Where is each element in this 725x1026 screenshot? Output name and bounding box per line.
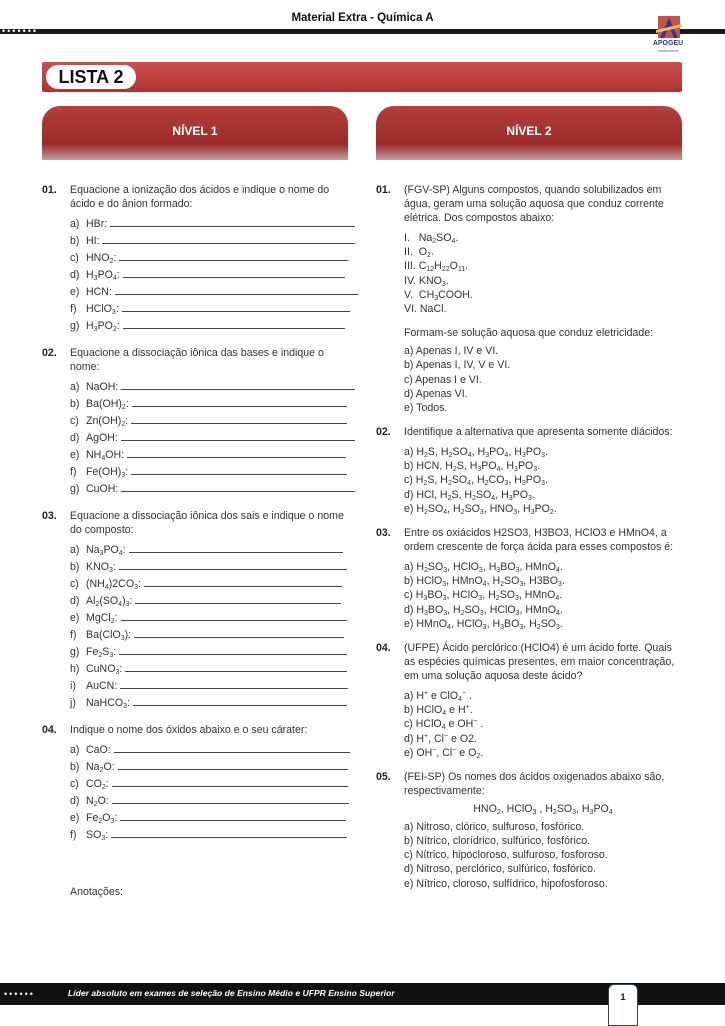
question-number: 01. [376,184,391,196]
logo-subtext: vestibulares [657,48,679,53]
question-text: Equacione a dissociação iônica das bases e indique o nome: [70,347,324,373]
alternative: b) HCN, $H_2S$, $H_3PO_4$, $H_3PO_3$. [404,460,541,474]
nivel1-label: NÍVEL 1 [172,124,218,138]
answer-line: $f)Fe(OH)_3$: [70,463,350,480]
question-number: 03. [376,527,391,539]
alternative: e) HMnO$_4$, HClO$_3$, $H_3BO_3$, $H_2SO_3$. [404,617,563,631]
notes-label: Anotações: [70,886,124,898]
answer-line: a)HBr: [70,215,350,232]
page-number-box [608,984,638,1026]
answer-line: $d)Al_2(SO_4)_3$: [70,592,350,609]
answer-line: f)Ba(ClO$_3$): [70,626,350,643]
answer-line: $c)Zn(OH)_2$: [70,412,350,429]
nivel2-header [376,106,682,160]
alternative: d) Apenas VI. [404,387,468,400]
n2-question-4 [376,641,682,760]
answer-line: f)HClO$_3$: [70,300,350,317]
nivel2-column [376,183,682,891]
n1-question-2 [42,346,350,497]
answer-line: $d)N_2O$: [70,792,350,809]
nivel2-label: NÍVEL 2 [506,124,552,138]
n1-question-3 [42,509,350,711]
answer-line: b)HI: [70,232,350,249]
question-prompt: Formam-se solução aquosa que conduz eletricidade: [404,327,654,340]
header-bar [0,26,725,36]
alternative: c) $H_3BO_3$, HClO$_3$, $H_2SO_3$, HMnO$_4$. [404,589,563,603]
n1-question-4 [42,723,350,843]
footer-dots: •••••• [4,989,35,999]
alternative: a) $H_2SO_3$, HClO$_3$, $H_3BO_3$, HMnO$_4$. [404,561,563,574]
answer-line: $e)NH_4OH$: [70,446,350,463]
answer-line: e)HCN: [70,283,350,300]
question-text: (FEI-SP) Os nomes dos ácidos oxigenados abaixo são, respectivamente: [404,770,665,797]
alternative: e) $H_2SO_4$, $H_2SO_3$, $HNO_3$, $H_3PO_2$. [404,502,557,516]
alternative: e) Nítrico, cloroso, sulfídrico, hipofosforoso. [404,877,608,890]
logo-text: APOGEU [652,40,684,47]
alternative: b) Nítrico, clorídrico, sulfúrico, fosfórico. [404,835,591,848]
alternative: d) H+, Cl− e O2. [404,732,477,745]
n2-question-5 [376,770,682,891]
answer-line: $b)KNO_3$: [70,558,350,575]
alternative: c) HClO$_4$ e OH− . [404,718,484,732]
alternative: a) Nitroso, clórico, sulfuroso, fosfórico. [404,820,585,833]
alternative: a) H+ e ClO$_4$− . [404,689,473,703]
section-title: LISTA 2 [46,65,136,89]
footer-text: Líder absoluto em exames de seleção de Ensino Médio e UFPR Ensino Superior [68,988,395,998]
alternative: c) Apenas I e VI. [404,373,482,386]
alternative: c) $H_2S$, $H_2SO_4$, $H_2CO_3$, $H_3PO_3$. [404,474,548,488]
question-text: (FGV-SP) Alguns compostos, quando solubilizados em água, geram uma solução aquosa que conduz corrente elétrica. Dos compostos abaixo: [404,184,664,224]
question-number: 04. [376,641,391,654]
header-dots: ••••••• [2,26,39,36]
formula-line: $HNO_2$, HClO$_3$ , $H_2SO_3$, $H_3PO_4$ [473,802,613,816]
section-band [42,62,682,92]
alternative: a) Apenas I, IV e VI. [404,345,499,358]
question-number: 03. [42,510,57,522]
answer-line: $c)CO_2$: [70,775,350,792]
alternative: c) Nítrico, hipocloroso, sulfuroso, fosforoso. [404,849,608,862]
alternative: e) Todos. [404,401,448,414]
page-number: 1 [620,992,626,1002]
question-number: 05. [376,770,391,783]
alternative: d) HCl, $H_2S$, $H_2SO_4$, $H_3PO_3$. [404,488,535,502]
answer-line: a)NaOH: [70,378,350,395]
answer-line: i)AuCN: [70,677,350,694]
alternative: b) HClO$_3$, HMnO$_4$, $H_2SO_3$, $H3BO_3$. [404,575,565,589]
n2-question-3 [376,526,682,631]
answer-line: $b)Na_2O$: [70,758,350,775]
answer-line: $f)SO_3$: [70,826,350,843]
answer-line: $b)Ba(OH)_2$: [70,395,350,412]
answer-line: j)NaHCO$_3$: [70,694,350,711]
question-text: Equacione a ionização dos ácidos e indique o nome do ácido e do ânion formado: [70,184,330,210]
alternative: d) Nitroso, perclórico, sulfúrico, fosfórico. [404,863,596,876]
compound-list: I. $Na_2SO_4$. II. $O_2$. III. $C_{12}H_{22}O_{11}$. IV. $KNO_3$. V. $CH_3COOH$. VI. NaCl. [404,232,473,315]
question-number: 02. [376,426,391,439]
n2-question-1 [376,183,682,415]
question-text: (UFPE) Ácido perclórico (HClO4) é um ácido forte. Quais as espécies químicas presentes, em maior concentração, em uma solução aquosa deste ácido? [404,641,675,682]
question-text: Identifique a alternativa que apresenta somente diácidos: [404,426,673,439]
question-text: Entre os oxiácidos H2SO3, H3BO3, HClO3 e HMnO4, a ordem crescente de força ácida para esses compostos é: [404,527,674,553]
nivel1-header [42,106,348,160]
n1-question-1 [42,183,350,334]
alternative: b) HClO$_4$ e H+. [404,704,473,718]
question-text: Indique o nome dos óxidos abaixo e o seu cárater: [70,724,308,736]
answer-line: $c)HNO_2$: [70,249,350,266]
nivel1-column [42,183,350,843]
alternative: a) $H_2S$, $H_2SO_4$, $H_3PO_4$, $H_3PO_3$. [404,446,548,460]
question-number: 04. [42,724,57,736]
answer-line: $a)Na_3PO_4$: [70,541,350,558]
answer-line: $d)H_3PO_4$: [70,266,350,283]
question-text: Equacione a dissociação iônica dos sais e indique o nome do composto: [70,510,344,536]
alternative: e) OH−, Cl− e $O_2$. [404,746,484,760]
answer-line: h)CuNO$_3$: [70,660,350,677]
header-title: Material Extra - Química A [291,12,434,24]
answer-line: $c)(NH_4)2CO_3$: [70,575,350,592]
question-number: 02. [42,347,57,359]
answer-line: e)MgCl$_2$: [70,609,350,626]
n2-question-2 [376,425,682,516]
answer-line: a)CaO: [70,741,350,758]
question-number: 01. [42,184,57,196]
answer-line: g)CuOH: [70,480,350,497]
answer-line: $g)Fe_2S_3$: [70,643,350,660]
alternative: b) Apenas I, IV, V e VI. [404,359,511,372]
answer-line: $e)Fe_2O_3$: [70,809,350,826]
alternative: d) $H_3BO_3$, $H_2SO_3$, HClO$_3$, HMnO$_4$. [404,603,563,617]
answer-line: d)AgOH: [70,429,350,446]
answer-line: $g)H_3PO_2$: [70,317,350,334]
